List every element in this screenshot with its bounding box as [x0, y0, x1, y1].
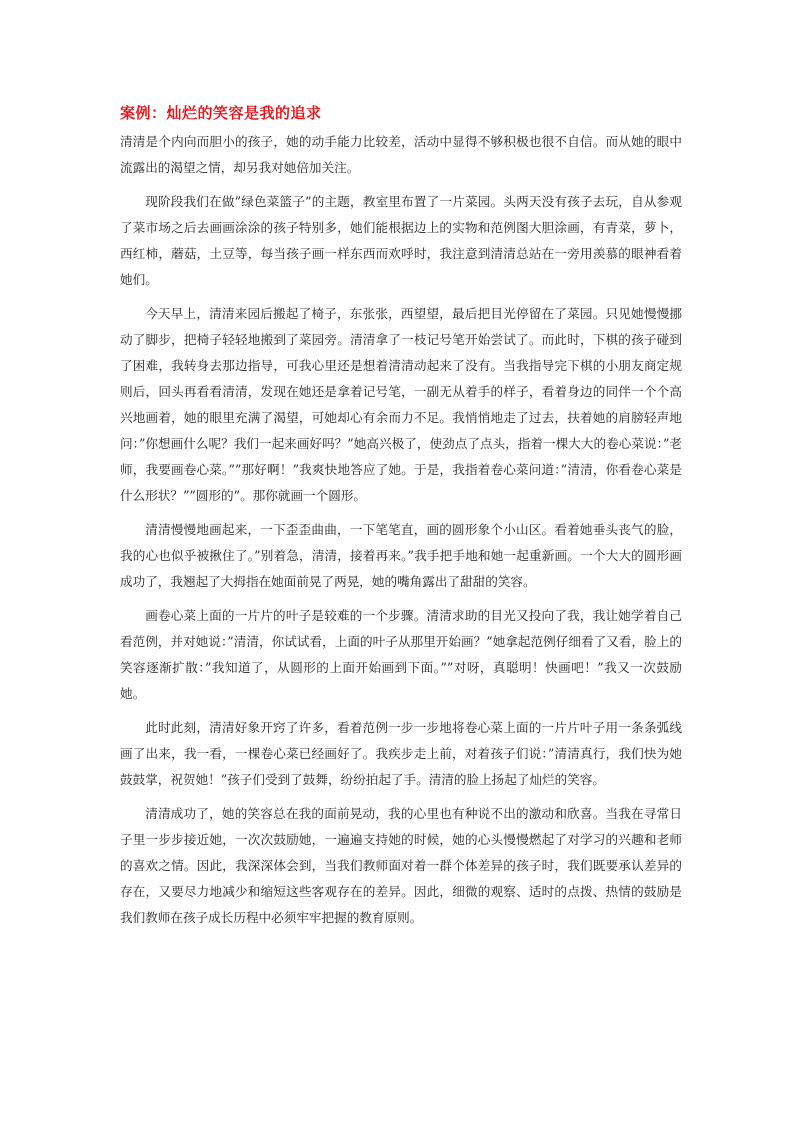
paragraph-4: 清清慢慢地画起来，一下歪歪曲曲，一下笔笔直，画的圆形象个小山区。看着她垂头丧气的脸，我的心也似乎被揪住了。”别着急，清清，接着再来。”我手把手地和她一起重新画。一个大大的圆形画成功了，我翘起了大拇指在她面前晃了两晃，她的嘴角露出了甜甜的笑容。 — [120, 522, 682, 589]
document-title: 案例：灿烂的笑容是我的追求 — [120, 104, 322, 122]
paragraph-6: 此时此刻，清清好象开窍了许多，看着范例一步一步地将卷心菜上面的一片片叶子用一条条弧线画了出来，我一看，一棵卷心菜已经画好了。我疾步走上前，对着孩子们说：”清清真行，我们快为她鼓鼓掌，祝贺她！”孩子们受到了鼓舞，纷纷拍起了手。清清的脸上扬起了灿烂的笑容。 — [120, 720, 682, 787]
paragraph-7: 清清成功了，她的笑容总在我的面前晃动，我的心里也有种说不出的激动和欣喜。当我在寻常日子里一步步接近她，一次次鼓励她，一遍遍支持她的时候，她的心头慢慢燃起了对学习的兴趣和老师的喜欢之情。因此，我深深体会到，当我们教师面对着一群个体差异的孩子时，我们既要承认差异的存在，又要尽力地减少和缩短这些客观存在的差异。因此，细微的观察、适时的点拨、热情的鼓励是我们教师在孩子成长历程中必须牢牢把握的教育原则。 — [120, 806, 682, 925]
paragraph-2: 现阶段我们在做”绿色菜篮子”的主题，教室里布置了一片菜园。头两天没有孩子去玩，自从参观了菜市场之后去画画涂涂的孩子特别多，她们能根据边上的实物和范例图大胆涂画，有青菜，萝卜，西红柿，蘑菇，土豆等，每当孩子画一样东西而欢呼时，我注意到清清总站在一旁用羡慕的眼神看着她们。 — [120, 194, 682, 287]
paragraph-5: 画卷心菜上面的一片片的叶子是较难的一个步骤。清清求助的目光又投向了我，我让她学着自己看范例，并对她说：”清清，你试试看，上面的叶子从那里开始画？”她拿起范例仔细看了又看，脸上的笑容逐渐扩散：”我知道了，从圆形的上面开始画到下面。””对呀，真聪明！快画吧！”我又一次鼓励她。 — [120, 608, 682, 701]
paragraph-3: 今天早上，清清来园后搬起了椅子，东张张，西望望，最后把目光停留在了菜园。只见她慢慢挪动了脚步，把椅子轻轻地搬到了菜园旁。清清拿了一枝记号笔开始尝试了。而此时，下棋的孩子碰到了困难，我转身去那边指导，可我心里还是想着清清动起来了没有。当我指导完下棋的小朋友商定规则后，回头再看看清清，发现在她还是拿着记号笔，一副无从着手的样子，看着身边的同伴一个个高兴地画着，她的眼里充满了渴望，可她却心有余而力不足。我悄悄地走了过去，扶着她的肩膀轻声地问：”你想画什么呢？我们一起来画好吗？”她高兴极了，使劲点了点头，指着一棵大大的卷心菜说：”老师，我要画卷心菜。””那好啊！”我爽快地答应了她。于是，我指着卷心菜问道：”清清，你看卷心菜是什么形状？””圆形的”。那你就画一个圆形。 — [120, 306, 682, 503]
paragraph-1: 清清是个内向而胆小的孩子，她的动手能力比较差，活动中显得不够积极也很不自信。而从她的眼中流露出的渴望之情，却另我对她倍加关注。 — [120, 134, 682, 175]
document-page — [120, 102, 682, 939]
